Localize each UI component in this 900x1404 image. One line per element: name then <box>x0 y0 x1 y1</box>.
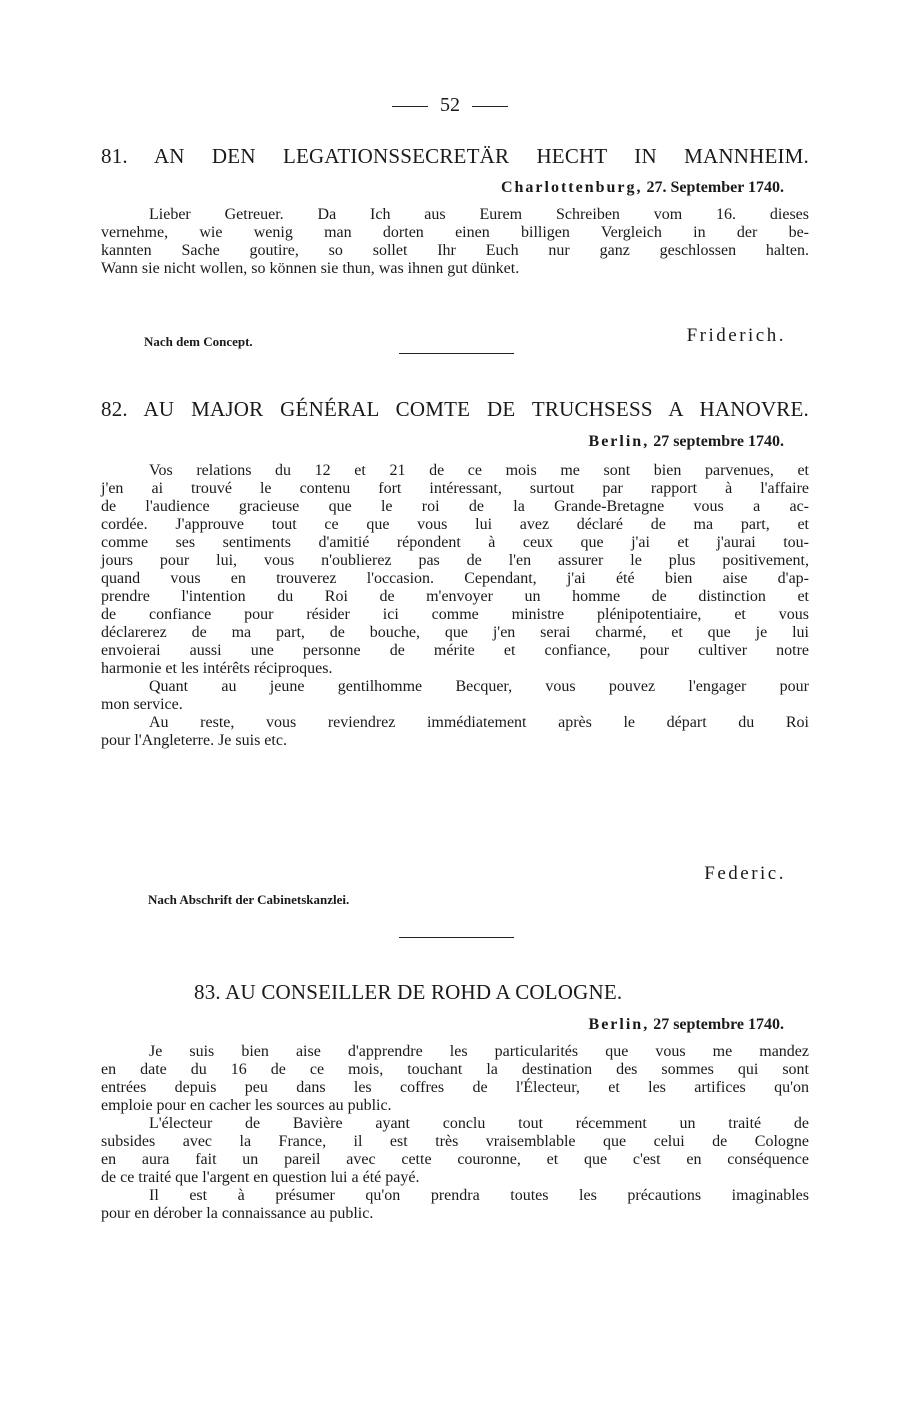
letter-82-place: Berlin, <box>588 433 650 450</box>
letter-82-line: jours pour lui, vous n'oublierez pas de l'en assurer le plus positivement, <box>101 552 809 569</box>
letter-83-dateline <box>589 1016 784 1034</box>
letter-83-line: Je suis bien aise d'apprendre les particularités que vous me mandez <box>149 1043 809 1060</box>
letter-82-line: pour l'Angleterre. Je suis etc. <box>101 732 287 749</box>
letter-82-line: de confiance pour résider ici comme ministre plénipotentiaire, et vous <box>101 606 809 623</box>
letter-82-date: 27 septembre 1740. <box>653 433 784 450</box>
letter-82-line: prendre l'intention du Roi de m'envoyer un homme de distinction et <box>101 588 809 605</box>
letter-81-body <box>101 206 809 278</box>
letter-81-line: Lieber Getreuer. Da Ich aus Eurem Schreiben vom 16. dieses <box>149 206 809 223</box>
letter-82-source-note: Nach Abschrift der Cabinetskanzlei. <box>148 892 350 907</box>
letter-83-line: pour en dérober la connaissance au public. <box>101 1205 374 1222</box>
letter-81-line: vernehme, wie wenig man dorten einen billigen Vergleich in der be- <box>101 224 809 241</box>
letter-83-heading: 83. AU CONSEILLER DE ROHD A COLOGNE. <box>194 980 623 1004</box>
page-number-dash-left <box>392 106 428 107</box>
letter-82-line: harmonie et les intérêts réciproques. <box>101 660 333 677</box>
letter-82-signature: Federic. <box>704 863 786 884</box>
letter-83-line: en aura fait un pareil avec cette couronne, et que c'est en conséquence <box>101 1151 809 1168</box>
letter-82-heading: 82. AU MAJOR GÉNÉRAL COMTE DE TRUCHSESS A HANOVRE. <box>101 397 809 421</box>
letter-81-line: Wann sie nicht wollen, so können sie thun, was ihnen gut dünket. <box>101 260 520 277</box>
letter-82-body <box>101 462 809 750</box>
letter-81-line: kannten Sache goutire, so sollet Ihr Euch nur ganz geschlossen halten. <box>101 242 809 259</box>
section-divider <box>399 937 514 938</box>
letter-83-line: emploie pour en cacher les sources au public. <box>101 1097 392 1114</box>
letter-81-date: 27. September 1740. <box>646 179 784 196</box>
letter-81-place: Charlottenburg, <box>500 179 643 196</box>
letter-82-line: déclarerez de ma part, de bouche, que j'en serai charmé, et que je lui <box>101 624 809 641</box>
letter-83-line: subsides avec la France, il est très vraisemblable que celui de Cologne <box>101 1133 809 1150</box>
letter-83-date: 27 septembre 1740. <box>653 1016 784 1033</box>
letter-83-line: L'électeur de Bavière ayant conclu tout récemment un traité de <box>149 1115 809 1132</box>
page-number-header <box>0 94 900 117</box>
letter-81-heading: 81. AN DEN LEGATIONSSECRETÄR HECHT IN MANNHEIM. <box>101 144 809 168</box>
letter-83-line: entrées depuis peu dans les coffres de l'Électeur, et les artifices qu'on <box>101 1079 809 1096</box>
letter-83-line: Il est à présumer qu'on prendra toutes les précautions imaginables <box>149 1187 809 1204</box>
letter-82-dateline <box>589 433 784 451</box>
letter-83-line: de ce traité que l'argent en question lui a été payé. <box>101 1169 420 1186</box>
letter-82-line: Vos relations du 12 et 21 de ce mois me sont bien parvenues, et <box>149 462 809 479</box>
letter-82-line: de l'audience gracieuse que le roi de la Grande-Bretagne vous a ac- <box>101 498 809 515</box>
letter-83-place: Berlin, <box>588 1016 650 1033</box>
letter-82-line: quand vous en trouverez l'occasion. Cependant, j'ai été bien aise d'ap- <box>101 570 809 587</box>
letter-83-body <box>101 1043 809 1223</box>
letter-81-signature: Friderich. <box>686 325 786 346</box>
letter-82-line: mon service. <box>101 696 183 713</box>
letter-81-dateline <box>501 179 784 197</box>
letter-82-line: Au reste, vous reviendrez immédiatement après le départ du Roi <box>149 714 809 731</box>
letter-82-line: comme ses sentiments d'amitié répondent à ceux que j'ai et j'aurai tou- <box>101 534 809 551</box>
letter-81-source-note: Nach dem Concept. <box>144 334 253 349</box>
letter-83-line: en date du 16 de ce mois, touchant la destination des sommes qui sont <box>101 1061 809 1078</box>
letter-82-line: Quant au jeune gentilhomme Becquer, vous pouvez l'engager pour <box>149 678 809 695</box>
section-divider <box>399 353 514 354</box>
letter-82-line: envoierai aussi une personne de mérite et confiance, pour cultiver notre <box>101 642 809 659</box>
page-number: 52 <box>440 94 460 116</box>
page-number-dash-right <box>472 106 508 107</box>
letter-82-line: cordée. J'approuve tout ce que vous lui avez déclaré de ma part, et <box>101 516 809 533</box>
letter-82-line: j'en ai trouvé le contenu fort intéressant, surtout par rapport à l'affaire <box>101 480 809 497</box>
